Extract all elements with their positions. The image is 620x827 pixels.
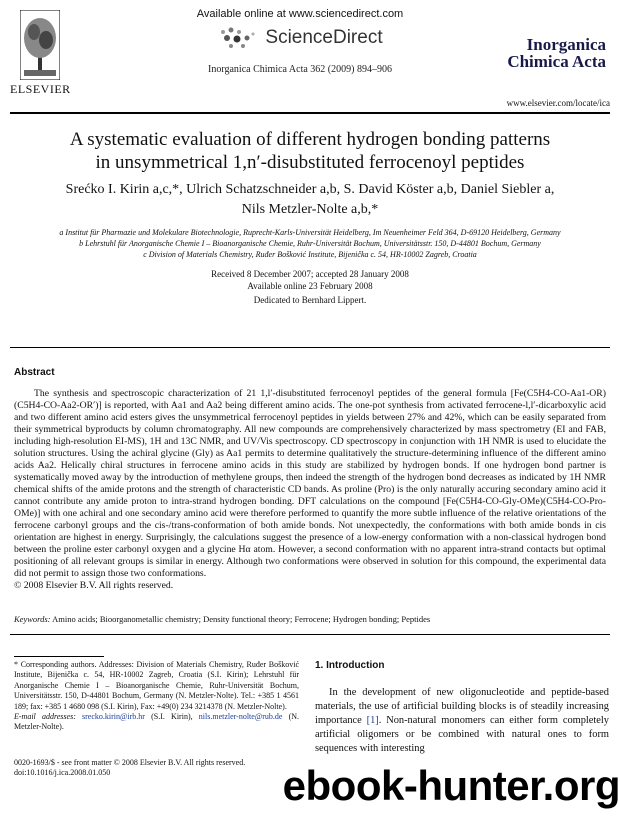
intro-text-2: . Non-natural monomers can either form completely artificial oligomers or be combined with natural ones to form sequences with interesting bbox=[315, 715, 610, 754]
received-date: Received 8 December 2007; accepted 28 January 2008 bbox=[211, 269, 409, 279]
abstract-top-divider bbox=[10, 347, 610, 348]
keywords-label: Keywords: bbox=[14, 614, 51, 624]
authors-line-2: Nils Metzler-Nolte a,b,* bbox=[241, 202, 379, 217]
footnote-rule bbox=[14, 656, 104, 657]
issn-line: 0020-1693/$ - see front matter © 2008 Elsevier B.V. All rights reserved. bbox=[14, 758, 246, 767]
abstract-body bbox=[14, 388, 606, 592]
sciencedirect-wordmark: ScienceDirect bbox=[265, 27, 383, 48]
keywords bbox=[14, 614, 606, 624]
header-center bbox=[150, 4, 450, 75]
elsevier-tree-icon bbox=[20, 10, 60, 80]
author-list bbox=[20, 180, 600, 220]
corresponding-footnote bbox=[14, 660, 299, 733]
elsevier-logo bbox=[10, 10, 70, 96]
abstract-bottom-divider bbox=[10, 634, 610, 635]
email-label: E-mail addresses: bbox=[14, 712, 76, 722]
sciencedirect-logo bbox=[150, 26, 450, 50]
affiliations bbox=[20, 227, 600, 260]
authors-line-1: Srećko I. Kirin a,c,*, Ulrich Schatzschneider a,b, S. David Köster a,b, Daniel Siebler a, bbox=[65, 182, 555, 197]
reference-link[interactable]: [1] bbox=[366, 715, 379, 726]
publisher-name: ELSEVIER bbox=[10, 82, 71, 96]
available-online: Available online at www.sciencedirect.com bbox=[196, 8, 404, 20]
abstract-text: The synthesis and spectroscopic characterization of 21 1,l′-disubstituted ferrocenoyl peptides of the general formula [Fe(C5H4-CO-Aa1-OR) (C5H4-CO-Aa2-OR′)] is reported, with Aa1 and Aa2 being different amino acids. The one-pot synthesis from activated ferrocene-l,l′-dicarboxylic acid and two different amino acid esters gives the unsymmetrical ferrocenoyl peptides in yields between 27% and 42%, which can be easily separated from their symmetrical byproducts by column chromatography. All new compounds are comprehensively characterized by mass spectrometry (EI and FAB, including high-resolution EI-MS), 1H and 13C NMR, and UV/Vis spectroscopy. CD spectroscopy in conjunction with 1H NMR is used to elucidate the solution structures. Using the achiral glycine (Gly) as Aa1 permits to determine qualitatively the structure-determining influence of the different amino acids Aa2. Helically chiral structures in ferrocene amino acids in this study are stabilized by hydrogen bonds. If one hydrogen bond partner is systematically moved away by the introduction of methylene groups, then indeed the strength of the hydrogen bond decreases as indicated by 1H NMR chemical shifts of the amide protons and the strength of characteristic CD bands. As proline (Pro) is the only naturally accuring secondary amino acid it cannot contribute any amide proton to intra-strand hydrogen bonding. DFT calculations on the compound [Fe(C5H4-CO-Gly-OMe)(C5H4-CO-Pro-OMe)] with one achiral and one secondary amino acid were therefore performed to quantify the more subtle influence of the relative orientations of the ferrocene carbonyl groups and the cis-/trans-conformation of both amide bonds. Not unexpectedly, the conformations with both amide bonds in cis orientation are highest in energy. Surprisingly, the calculations suggest the presence of a low-energy conformation with a non-classical hydrogen bond between the proline ester carbonyl oxygen and a glycine Hα atom. However, a second conformation with no apparent intra-strand contacts but optimal positioning of all relevant groups is similar in energy. Although two conformations were observed in solution for this compound, the experimental data did not permit to assign those two conformations. bbox=[14, 388, 606, 579]
email-link-metzler-nolte[interactable]: nils.metzler-nolte@rub.de bbox=[198, 712, 283, 722]
doi-line[interactable]: doi:10.1016/j.ica.2008.01.050 bbox=[14, 768, 111, 777]
email-link-kirin[interactable]: srecko.kirin@irb.hr bbox=[82, 712, 145, 722]
title-line-2: in unsymmetrical 1,n′-disubstituted ferrocenoyl peptides bbox=[95, 152, 525, 173]
sciencedirect-dots-icon bbox=[217, 26, 257, 50]
abstract-heading: Abstract bbox=[14, 367, 55, 378]
affiliation-b: b Lehrstuhl für Anorganische Chemie I – Bioanorganische Chemie, Ruhr-Universität Bochum, Universitätsstr. 150, D-44801 Bochum, Germany bbox=[79, 239, 541, 248]
article-dates bbox=[20, 268, 600, 292]
watermark: ebook-hunter.org bbox=[282, 762, 620, 809]
journal-logo-line1: Inorganica bbox=[526, 35, 606, 54]
title-line-1: A systematic evaluation of different hydrogen bonding patterns bbox=[69, 129, 551, 150]
dedication: Dedicated to Bernhard Lippert. bbox=[253, 295, 367, 305]
copyright-notice: © 2008 Elsevier B.V. All rights reserved. bbox=[14, 580, 174, 591]
article-title bbox=[20, 128, 600, 174]
affiliation-c: c Division of Materials Chemistry, Ruđer Bošković Institute, Bijenička c. 54, HR-10002 Zagreb, Croatia bbox=[143, 250, 477, 259]
email-owner-kirin: (S.I. Kirin), bbox=[151, 712, 193, 722]
keywords-list: Amino acids; Bioorganometallic chemistry; Density functional theory; Ferrocene; Hydrogen bonding; Peptides bbox=[52, 614, 431, 624]
email-line bbox=[14, 712, 299, 733]
journal-reference: Inorganica Chimica Acta 362 (2009) 894–906 bbox=[208, 64, 392, 75]
journal-logo bbox=[486, 36, 606, 70]
available-date: Available online 23 February 2008 bbox=[247, 281, 373, 291]
corresponding-text: * Corresponding authors. Addresses: Division of Materials Chemistry, Ruđer Bošković Institute, Bijenička c. 54, HR-10002 Zagreb, Croatia (S.I. Kirin); Lehrstuhl für Anorganische Chemie I – Bioanorganische Chemie, Ruhr-Universität Bochum, Universitätsstr. 150, D-44801 Bochum, Germany (N. Metzler-Nolte). Tel.: +385 1 4561 189; fax: +385 1 4680 098 (S.I. Kirin), Fax: +49(0) 234 3214378 (N. Metzler-Nolte). bbox=[14, 660, 299, 711]
email-owner-metzler-nolte: (N. Metzler-Nolte). bbox=[14, 712, 300, 732]
header-divider bbox=[10, 112, 610, 114]
affiliation-a: a Institut für Pharmazie und Molekulare Biotechnologie, Ruprecht-Karls-Universität Heidelberg, Im Neuenheimer Feld 364, D-69120 Heidelberg, Germany bbox=[59, 228, 561, 237]
introduction-heading: 1. Introduction bbox=[315, 660, 385, 671]
journal-logo-line2: Chimica Acta bbox=[507, 52, 606, 71]
introduction-body bbox=[315, 686, 609, 756]
intro-text-1: In the development of new oligonucleotide and peptide-based materials, the use of artificial building blocks is of steadily increasing importance bbox=[315, 687, 609, 726]
journal-url[interactable]: www.elsevier.com/locate/ica bbox=[506, 98, 610, 108]
